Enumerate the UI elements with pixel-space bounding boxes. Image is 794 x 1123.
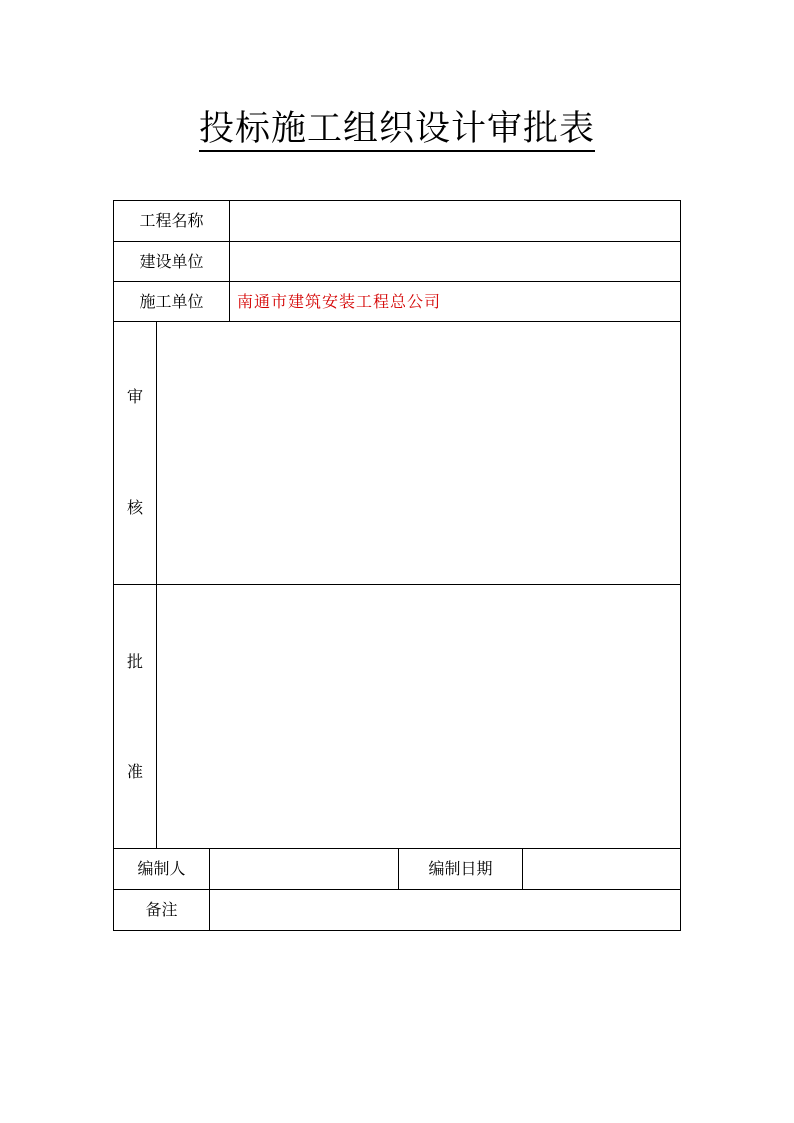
project-name-label-text: 工程名称 (139, 211, 204, 230)
edit-date-label (399, 849, 522, 889)
contractor-unit-value: 南通市建筑安装工程总公司 (237, 291, 442, 311)
title-text: 投标施工组织设计审批表 (199, 109, 595, 152)
review-char-2: 核 (126, 498, 143, 517)
contractor-unit-label (114, 282, 229, 321)
approve-char-1: 批 (126, 652, 143, 671)
editor-field[interactable] (210, 849, 398, 889)
construction-unit-label (114, 242, 229, 281)
approve-content-area[interactable] (157, 585, 680, 848)
edit-date-label-text: 编制日期 (428, 859, 493, 878)
construction-unit-label-text: 建设单位 (139, 251, 204, 271)
construction-unit-field[interactable] (230, 242, 680, 281)
review-char-1: 审 (126, 387, 143, 406)
project-name-field[interactable] (230, 201, 680, 241)
remarks-field[interactable] (210, 890, 680, 930)
contractor-unit-field[interactable] (230, 282, 680, 321)
contractor-unit-label-text: 施工单位 (139, 291, 204, 311)
review-content-area[interactable] (157, 322, 680, 584)
editor-label (114, 849, 209, 889)
editor-label-text: 编制人 (137, 859, 186, 878)
approval-form-table (113, 200, 681, 931)
approve-char-2: 准 (126, 762, 143, 781)
remarks-label-text: 备注 (145, 900, 178, 919)
remarks-label (114, 890, 209, 930)
edit-date-field[interactable] (523, 849, 680, 889)
page-title (0, 106, 794, 152)
project-name-label (114, 201, 229, 241)
